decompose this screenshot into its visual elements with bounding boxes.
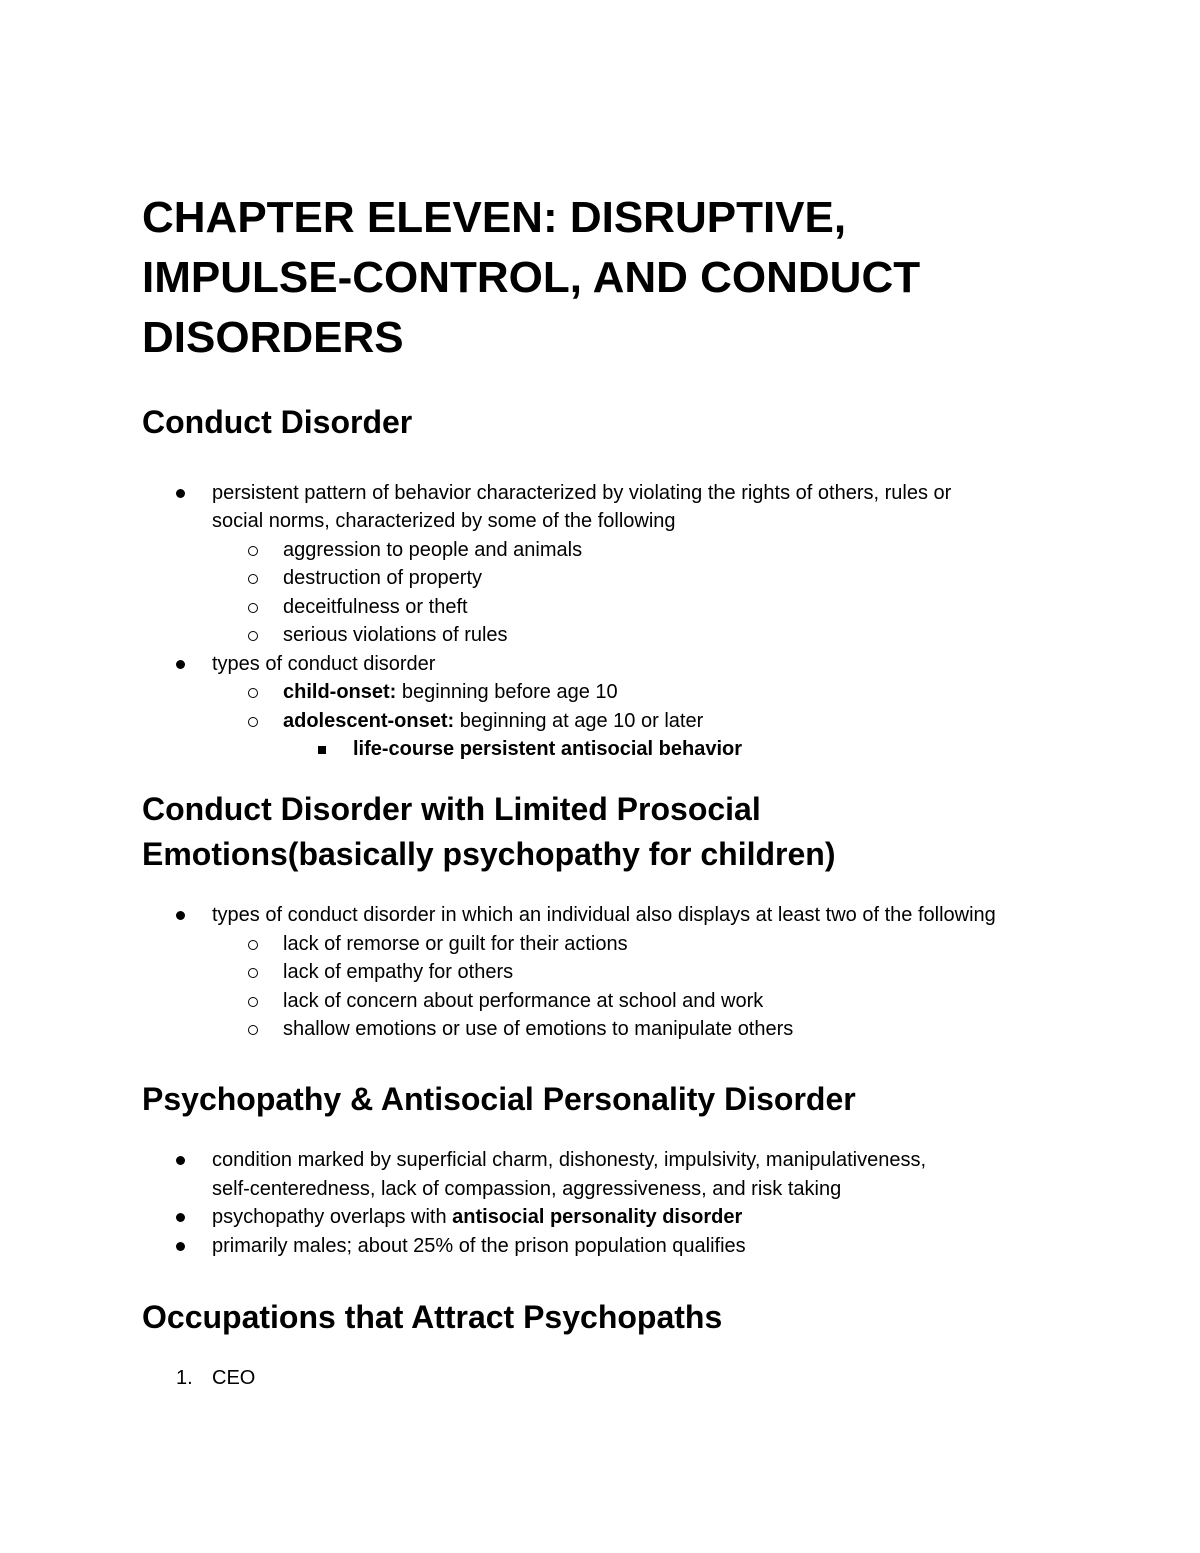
list-item: deceitfulness or theft [283, 596, 468, 618]
list-item: destruction of property [283, 567, 482, 589]
list-item: shallow emotions or use of emotions to manipulate others [283, 1018, 794, 1040]
list-item [353, 735, 742, 763]
section-heading [142, 787, 835, 877]
chapter-title-line-1: CHAPTER ELEVEN: DISRUPTIVE, [142, 193, 847, 242]
list-item: primarily males; about 25% of the prison population qualifies [212, 1235, 746, 1257]
term-definition: beginning at age 10 or later [454, 710, 704, 732]
section-heading-line-1: Conduct Disorder with Limited Prosocial [142, 791, 761, 827]
list-item [212, 1203, 742, 1231]
section-heading: Occupations that Attract Psychopaths [142, 1299, 723, 1335]
term-child-onset: child-onset: [283, 681, 397, 703]
list-item-continuation: self-centeredness, lack of compassion, aggressiveness, and risk taking [212, 1178, 842, 1200]
list-item [283, 678, 618, 706]
term-adolescent-onset: adolescent-onset: [283, 710, 455, 732]
section-heading-line-2: Emotions(basically psychopathy for children) [142, 836, 836, 872]
list-item: aggression to people and animals [283, 539, 583, 561]
section-heading: Psychopathy & Antisocial Personality Disorder [142, 1081, 856, 1117]
list-item: types of conduct disorder in which an individual also displays at least two of the following [212, 904, 996, 926]
list-item [283, 707, 703, 735]
list-item: lack of remorse or guilt for their actions [283, 933, 628, 955]
term-definition: beginning before age 10 [396, 681, 618, 703]
list-item: lack of concern about performance at school and work [283, 990, 764, 1012]
chapter-title [142, 190, 1082, 366]
list-item-text: psychopathy overlaps with [212, 1206, 453, 1228]
list-item-continuation: social norms, characterized by some of the following [212, 510, 676, 532]
list-item: persistent pattern of behavior characterized by violating the rights of others, rules or [212, 482, 952, 504]
list-item: types of conduct disorder [212, 653, 436, 675]
list-item: CEO [212, 1367, 256, 1389]
list-number: 1. [176, 1367, 193, 1389]
chapter-title-line-2: IMPULSE-CONTROL, AND CONDUCT [142, 253, 921, 302]
list-item: serious violations of rules [283, 624, 508, 646]
section-heading: Conduct Disorder [142, 404, 413, 440]
term-life-course: life-course persistent antisocial behavior [353, 738, 743, 760]
term-antisocial-personality-disorder: antisocial personality disorder [452, 1206, 743, 1228]
list-item: lack of empathy for others [283, 961, 514, 983]
list-item: condition marked by superficial charm, dishonesty, impulsivity, manipulativeness, [212, 1149, 927, 1171]
chapter-title-line-3: DISORDERS [142, 313, 404, 362]
